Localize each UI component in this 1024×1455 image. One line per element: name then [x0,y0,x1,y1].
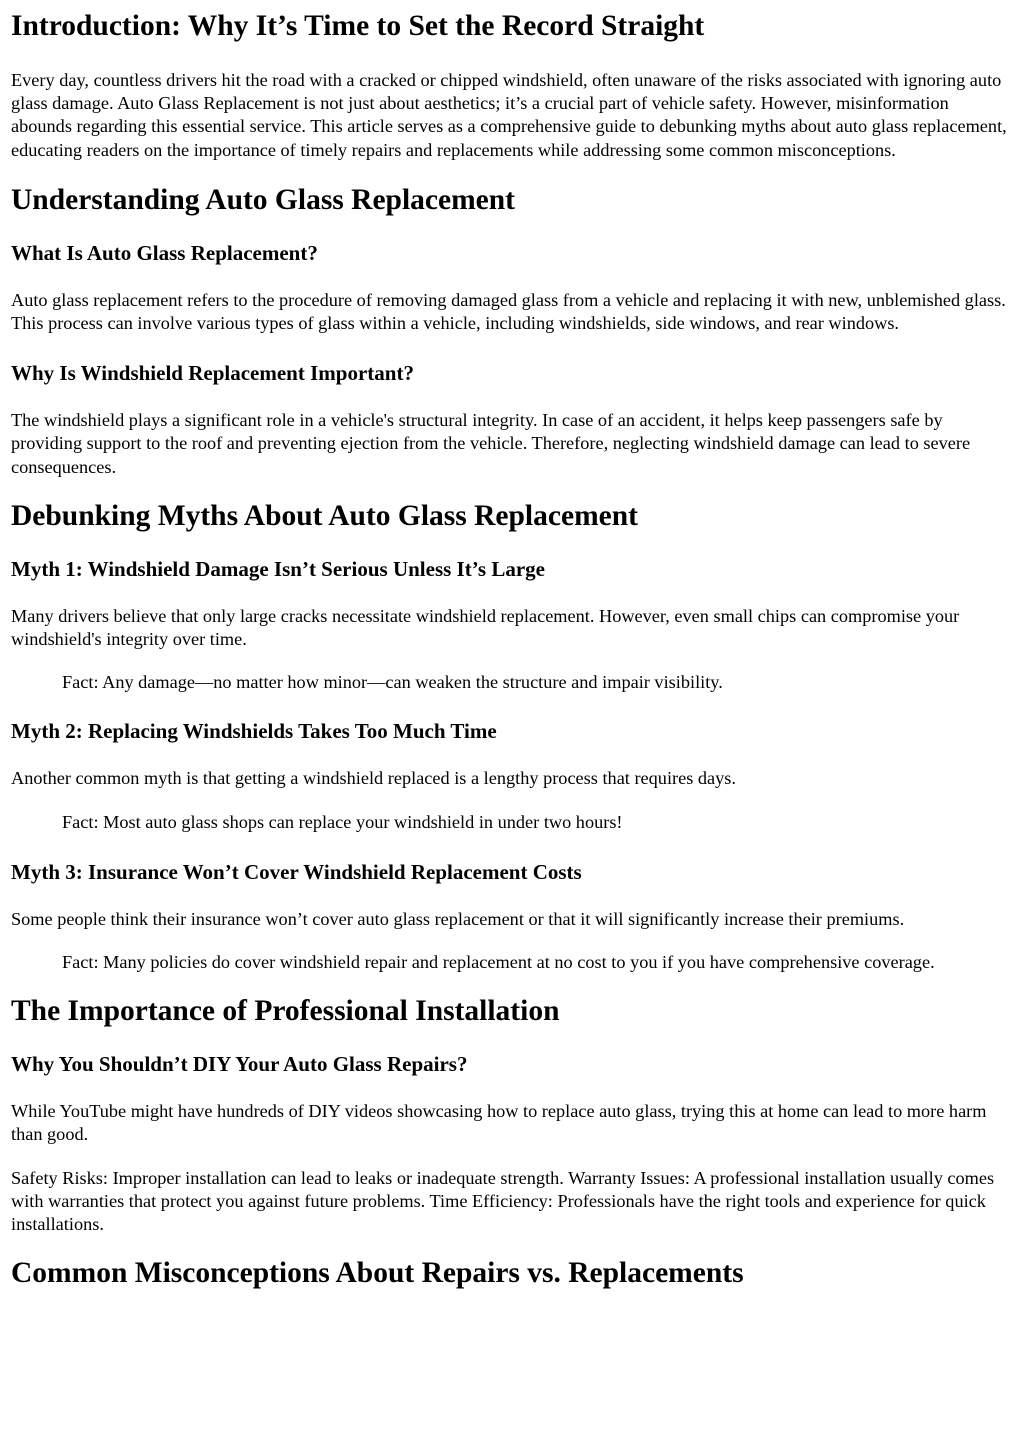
myth-2-heading: Myth 2: Replacing Windshields Takes Too Much Time [11,719,497,744]
myth-2-paragraph: Another common myth is that getting a windshield replaced is a lengthy process that requires days. [11,768,736,789]
what-is-heading: What Is Auto Glass Replacement? [11,240,318,265]
intro-paragraph: Every day, countless drivers hit the road with a cracked or chipped windshield, often unaware of the risks associated with ignoring auto glass damage. Auto Glass Replacement is not just about aesthetics; it’s a crucial part of vehicle safety. However, misinformation abounds regarding this essential service. This article serves as a comprehensive guide to debunking myths about auto glass replacement, educating readers on the importance of timely repairs and replacements while addressing some common misconceptions. [11,70,1007,160]
myth-1-paragraph: Many drivers believe that only large cracks necessitate windshield replacement. However, even small chips can compromise your windshield's integrity over time. [11,605,960,650]
myths-heading: Debunking Myths About Auto Glass Replacement [11,499,638,532]
myth-1-heading: Myth 1: Windshield Damage Isn’t Serious Unless It’s Large [11,556,545,581]
why-important-paragraph: The windshield plays a significant role in a vehicle's structural integrity. In case of an accident, it helps keep passengers safe by providing support to the roof and preventing ejection from the vehicle. Therefore, neglecting windshield damage can lead to severe consequences. [11,410,971,477]
myth-3-heading: Myth 3: Insurance Won’t Cover Windshield Replacement Costs [11,859,582,884]
professional-heading: The Importance of Professional Installation [11,995,560,1028]
reasons-paragraph: Safety Risks: Improper installation can lead to leaks or inadequate strength. Warranty Issues: A professional installation usually comes with warranties that protect you against future problems. Time Efficiency: Professionals have the right tools and experience for quick installations. [11,1167,995,1235]
what-is-paragraph: Auto glass replacement refers to the procedure of removing damaged glass from a vehicle and replacing it with new, unblemished glass. This process can involve various types of glass within a vehicle, including windshields, side windows, and rear windows. [11,289,1006,334]
diy-heading: Why You Shouldn’t DIY Your Auto Glass Repairs? [11,1052,468,1077]
understanding-heading: Understanding Auto Glass Replacement [11,183,515,216]
myth-3-paragraph: Some people think their insurance won’t cover auto glass replacement or that it will significantly increase their premiums. [11,908,905,929]
diy-paragraph: While YouTube might have hundreds of DIY videos showcasing how to replace auto glass, trying this at home can lead to more harm than good. [11,1101,987,1145]
misconceptions-heading: Common Misconceptions About Repairs vs. Replacements [11,1257,744,1290]
intro-heading: Introduction: Why It’s Time to Set the Record Straight [11,10,705,42]
article [0,9,1024,1290]
myth-1-fact: Fact: Any damage—no matter how minor—can weaken the structure and impair visibility. [62,672,723,693]
myth-3-fact: Fact: Many policies do cover windshield repair and replacement at no cost to you if you have comprehensive coverage. [62,952,935,973]
myth-2-fact: Fact: Most auto glass shops can replace your windshield in under two hours! [62,811,623,832]
why-important-heading: Why Is Windshield Replacement Important? [11,361,414,386]
